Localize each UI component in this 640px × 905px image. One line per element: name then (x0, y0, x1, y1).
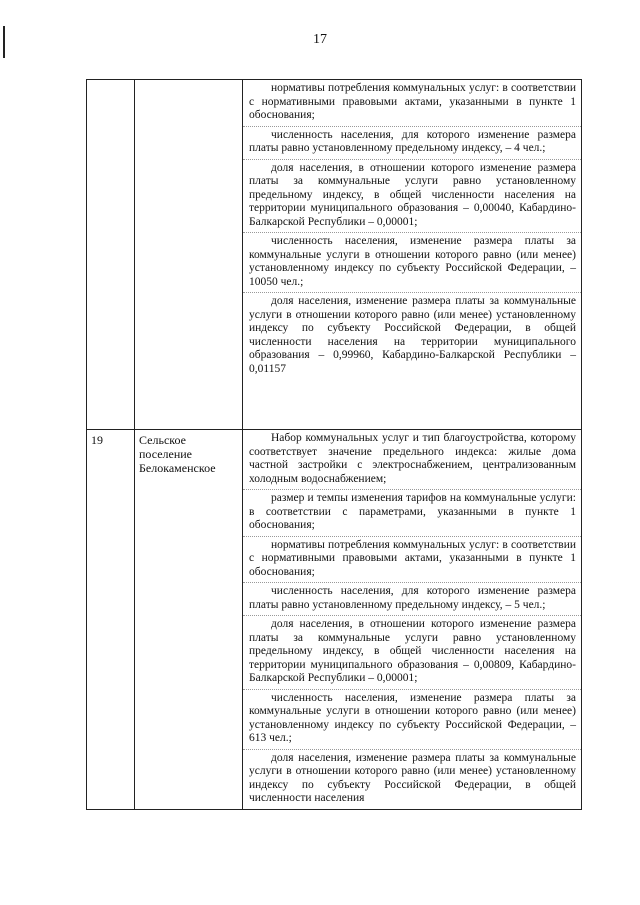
population-share-under-index-paragraph: доля населения, изменение размера платы за коммунальные услуги в отношении которого равно (или менее) установленному индексу по субъекту Российской Федерации, в общей численности населения (243, 749, 581, 809)
population-under-index-paragraph: численность населения, изменение размера платы за коммунальные услуги в отношении которого равно (или менее) установленному индексу по субъекту Российской Федерации, – 613 чел.; (243, 689, 581, 749)
norms-paragraph: нормативы потребления коммунальных услуг: в соответствии с нормативными правовыми актами, указанными в пункте 1 обоснования; (243, 536, 581, 583)
justification-table (86, 79, 582, 810)
population-under-index-paragraph: численность населения, изменение размера платы за коммунальные услуги в отношении которого равно (или менее) установленному индексу по субъекту Российской Федерации, – 10050 чел.; (243, 232, 581, 292)
justification-text-cell (243, 430, 582, 810)
row-number-cell: 19 (87, 430, 135, 810)
services-set-paragraph: Набор коммунальных услуг и тип благоустройства, которому соответствует значение предельного индекса: жилые дома частной застройки с электроснабжением, централизованным холодным водоснабжением; (249, 432, 576, 485)
table-row (87, 80, 582, 430)
population-count-paragraph: численность населения, для которого изменение размера платы равно установленному предельному индексу, – 5 чел.; (243, 582, 581, 615)
population-share-paragraph: доля населения, в отношении которого изменение размера платы за коммунальные услуги равно установленному предельному индексу, в общей численности населения на территории муниципального образования – 0,00809, Кабардино-Балкарской Республики – 0,00001; (243, 615, 581, 689)
justification-text-cell (243, 80, 582, 430)
settlement-name-cell (135, 80, 243, 430)
settlement-name-cell (135, 430, 243, 810)
settlement-name-line: Белокаменское (139, 461, 216, 475)
table-row (87, 430, 582, 810)
norms-paragraph: нормативы потребления коммунальных услуг: в соответствии с нормативными правовыми актами, указанными в пункте 1 обоснования; (249, 82, 576, 121)
settlement-name-line: Сельское (139, 433, 186, 447)
row-number-cell (87, 80, 135, 430)
population-share-paragraph: доля населения, в отношении которого изменение размера платы за коммунальные услуги равно установленному предельному индексу, в общей численности населения на территории муниципального образования – 0,00040, Кабардино-Балкарской Республики – 0,00001; (243, 159, 581, 233)
tariffs-paragraph: размер и темпы изменения тарифов на коммунальные услуги: в соответствии с параметрами, указанными в пункте 1 обоснования; (243, 489, 581, 536)
page-number: 17 (313, 32, 327, 47)
population-share-under-index-paragraph: доля населения, изменение размера платы за коммунальные услуги в отношении которого равно (или менее) установленному индексу по субъекту Российской Федерации, в общей численности населения на территории муниципального образования – 0,99960, Кабардино-Балкарской Республики – 0,01157 (243, 292, 581, 379)
population-count-paragraph: численность населения, для которого изменение размера платы равно установленному предельному индексу, – 4 чел.; (243, 126, 581, 159)
settlement-name-line: поселение (139, 447, 193, 461)
